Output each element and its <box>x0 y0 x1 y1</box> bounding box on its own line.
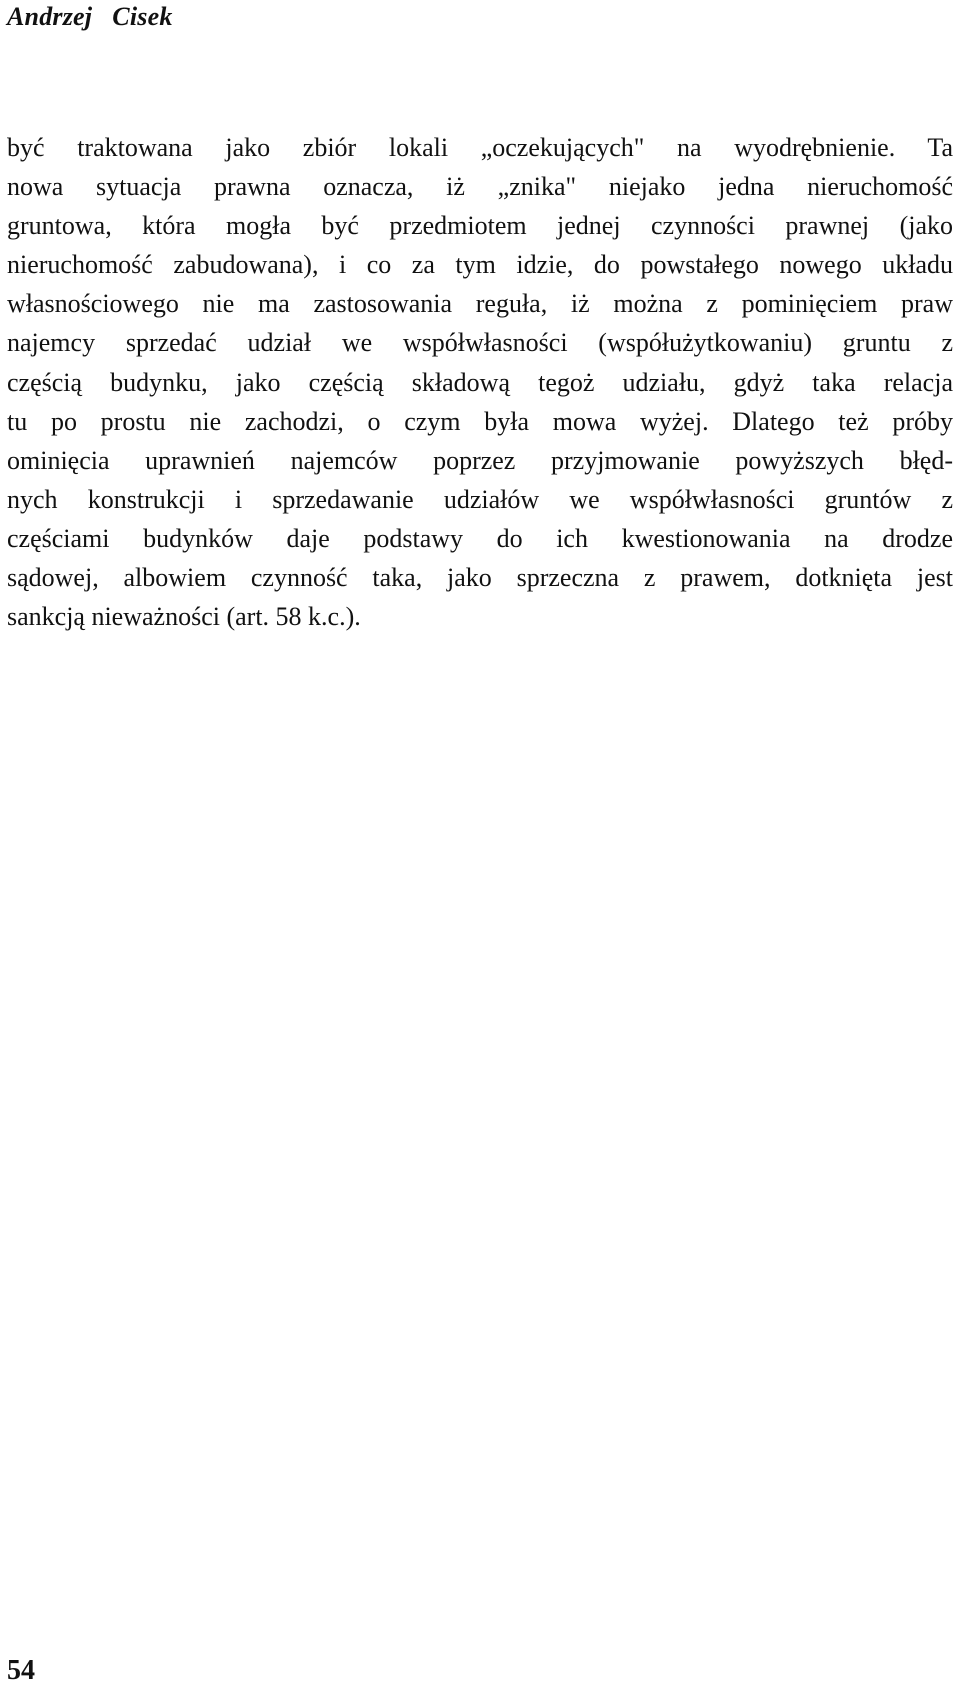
text-line: gruntowa, która mogła być przedmiotem jednej czynności prawnej (jako <box>7 211 953 241</box>
text-line: nowa sytuacja prawna oznacza, iż „znika" niejako jedna nieruchomość <box>7 172 953 202</box>
text-line: sądowej, albowiem czynność taka, jako sprzeczna z prawem, dotknięta jest <box>7 563 953 593</box>
page-number: 54 <box>7 1655 35 1686</box>
text-line: tu po prostu nie zachodzi, o czym była mowa wyżej. Dlatego też próby <box>7 406 953 436</box>
text-line: nych konstrukcji i sprzedawanie udziałów we współwłasności gruntów z <box>7 484 953 514</box>
text-line-last: sankcją nieważności (art. 58 k.c.). <box>7 602 361 632</box>
text-line: częścią budynku, jako częścią składową tegoż udziału, gdyż taka relacja <box>7 367 953 397</box>
text-line: najemcy sprzedać udział we współwłasności (współużytkowaniu) gruntu z <box>7 328 953 358</box>
text-line: częściami budynków daje podstawy do ich kwestionowania na drodze <box>7 523 953 553</box>
text-line: ominięcia uprawnień najemców poprzez przyjmowanie powyższych błęd- <box>7 445 953 475</box>
body-paragraph <box>7 128 953 636</box>
text-line: własnościowego nie ma zastosowania reguła, iż można z pominięciem praw <box>7 289 953 319</box>
running-head-author: Andrzej Cisek <box>7 2 173 31</box>
text-line: być traktowana jako zbiór lokali „oczekujących" na wyodrębnienie. Ta <box>7 133 953 162</box>
text-line: nieruchomość zabudowana), i co za tym idzie, do powstałego nowego układu <box>7 250 953 280</box>
